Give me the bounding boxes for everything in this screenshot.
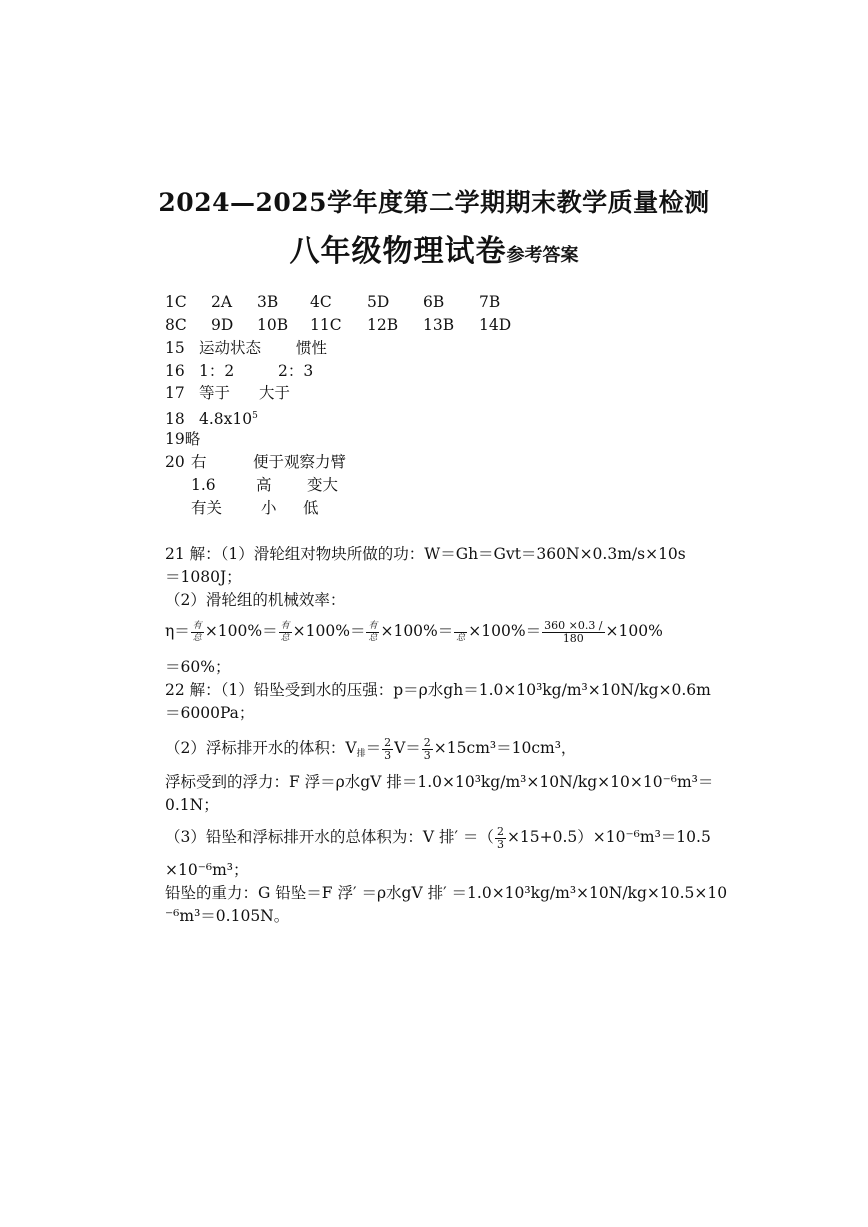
fraction: [279, 621, 292, 644]
fraction-numerator: 360 ×0.3 /: [544, 618, 603, 632]
fraction-denominator: 总: [456, 632, 466, 643]
answer-text: 变大: [307, 476, 339, 494]
fraction-denominator: 总: [280, 632, 290, 643]
choice-answer: 4C: [310, 293, 332, 311]
q21-line-1: 21 解：（1）滑轮组对物块所做的功：W＝Gh＝Gvt＝360N×0.3m/s×10s: [165, 545, 686, 563]
question-number: 18: [165, 410, 185, 428]
question-number: 16: [165, 362, 185, 380]
answer-text: 2：3: [278, 362, 314, 380]
answer-19: [165, 428, 200, 450]
page-subtitle: [0, 226, 868, 270]
choice-answer: 14D: [479, 316, 512, 334]
times-100: ×100%＝: [292, 622, 366, 640]
fraction: [495, 826, 506, 851]
answer-text: 4.8x10: [199, 410, 253, 428]
q22-text: ＝: [365, 739, 382, 757]
fraction-numerator: 2: [496, 824, 504, 838]
subscript: 排: [356, 749, 366, 759]
q22-line-3: [165, 734, 576, 768]
q22-text: （3）铅坠和浮标排开水的总体积为：V 排′ ＝（: [165, 828, 494, 846]
answer-text: 运动状态: [199, 339, 262, 357]
answer-text: 1：2: [199, 362, 235, 380]
q22-line-5: 0.1N；: [165, 796, 219, 814]
q22-line-4: 浮标受到的浮力：F 浮＝ρ水gV 排＝1.0×10³kg/m³×10N/kg×10×10⁻⁶m³＝: [165, 773, 714, 791]
times-100: ×100%＝: [468, 622, 542, 640]
fraction: [542, 620, 604, 645]
question-number: 20: [165, 453, 185, 471]
eta-symbol: η＝: [165, 622, 190, 640]
q22-text: ×15+0.5）×10⁻⁶m³＝10.5: [506, 828, 711, 846]
question-number: 17: [165, 384, 185, 402]
times-100-end: ×100%: [605, 622, 663, 640]
answer-text: 1.6: [191, 476, 216, 494]
choice-answer: 1C: [165, 293, 187, 311]
choice-answer: 9D: [211, 316, 234, 334]
answer-text: 小: [261, 499, 277, 517]
fraction-numerator: 有: [280, 620, 290, 631]
q21-line-2: ＝1080J；: [165, 568, 242, 586]
answer-text: 右: [191, 453, 207, 471]
subtitle-main: 八年级物理试卷: [289, 234, 507, 269]
answer-text: 惯性: [296, 339, 328, 357]
page-title: 2024—2025学年度第二学期期末教学质量检测: [158, 188, 710, 217]
fraction-numerator: 2: [423, 735, 431, 749]
choice-answer: 3B: [257, 293, 279, 311]
answer-text: 略: [184, 430, 201, 448]
choice-answer: 2A: [211, 293, 233, 311]
fraction: [422, 737, 433, 762]
fraction-denominator: 3: [496, 837, 504, 851]
fraction: [382, 737, 393, 762]
answer-text: 有关: [191, 499, 223, 517]
choice-answer: 13B: [423, 316, 455, 334]
answer-text: 低: [303, 499, 319, 517]
choice-answer: 10B: [257, 316, 289, 334]
answer-16: [165, 360, 313, 382]
answer-text: 高: [256, 476, 272, 494]
fraction: [191, 621, 204, 644]
fraction: [366, 621, 379, 644]
q22-line-8: 铅坠的重力：G 铅坠＝F 浮′ ＝ρ水gV 排′ ＝1.0×10³kg/m³×10N/kg×10.5×10: [165, 884, 728, 902]
q22-line-1: 22 解：（1）铅坠受到水的压强：p＝ρ水gh＝1.0×10³kg/m³×10N/kg×0.6m: [165, 681, 711, 699]
times-100: ×100%＝: [204, 622, 278, 640]
answer-text: 大于: [259, 384, 291, 402]
q21-efficiency-formula: [165, 617, 663, 645]
choice-row-1: [165, 291, 500, 313]
answer-17: [165, 382, 290, 404]
choice-answer: 5D: [367, 293, 390, 311]
fraction-numerator: 有: [368, 620, 378, 631]
q22-line-7: ×10⁻⁶m³；: [165, 861, 249, 879]
q22-text: （2）浮标排开水的体积：V: [165, 739, 357, 757]
q22-line-2: ＝6000Pa；: [165, 704, 255, 722]
q21-line-5: ＝60%；: [165, 658, 231, 676]
q22-text: ×15cm³＝10cm³，: [433, 739, 577, 757]
choice-row-2: [165, 314, 511, 336]
fraction-numerator: 有: [192, 620, 202, 631]
choice-answer: 6B: [423, 293, 445, 311]
answer-18: [165, 405, 258, 430]
fraction-denominator: 总: [192, 632, 202, 643]
fraction-denominator: 3: [384, 748, 392, 762]
fraction-denominator: 3: [423, 748, 431, 762]
fraction-denominator: 180: [562, 631, 584, 645]
fraction-denominator: 总: [368, 632, 378, 643]
answer-20: [165, 451, 346, 473]
answer-20-row-3: [191, 497, 319, 519]
answer-text: 便于观察力臂: [253, 453, 347, 471]
question-number: 15: [165, 339, 185, 357]
answer-text: 等于: [199, 384, 231, 402]
choice-answer: 7B: [479, 293, 501, 311]
q22-text: V＝: [394, 739, 421, 757]
answer-20-row-2: [191, 474, 338, 496]
q22-line-6: [165, 823, 711, 851]
fraction-numerator: 2: [384, 735, 392, 749]
question-number: 19: [165, 430, 185, 448]
fraction: [454, 621, 467, 644]
choice-answer: 8C: [165, 316, 187, 334]
q22-line-9: ⁻⁶m³＝0.105N。: [165, 907, 290, 925]
choice-answer: 11C: [310, 316, 342, 334]
times-100: ×100%＝: [380, 622, 454, 640]
fraction-numerator: [454, 621, 467, 633]
q21-line-3: （2）滑轮组的机械效率：: [165, 591, 346, 609]
answer-15: [165, 337, 327, 359]
answer-exponent: 5: [252, 411, 258, 421]
choice-answer: 12B: [367, 316, 399, 334]
subtitle-suffix: 参考答案: [506, 245, 579, 266]
